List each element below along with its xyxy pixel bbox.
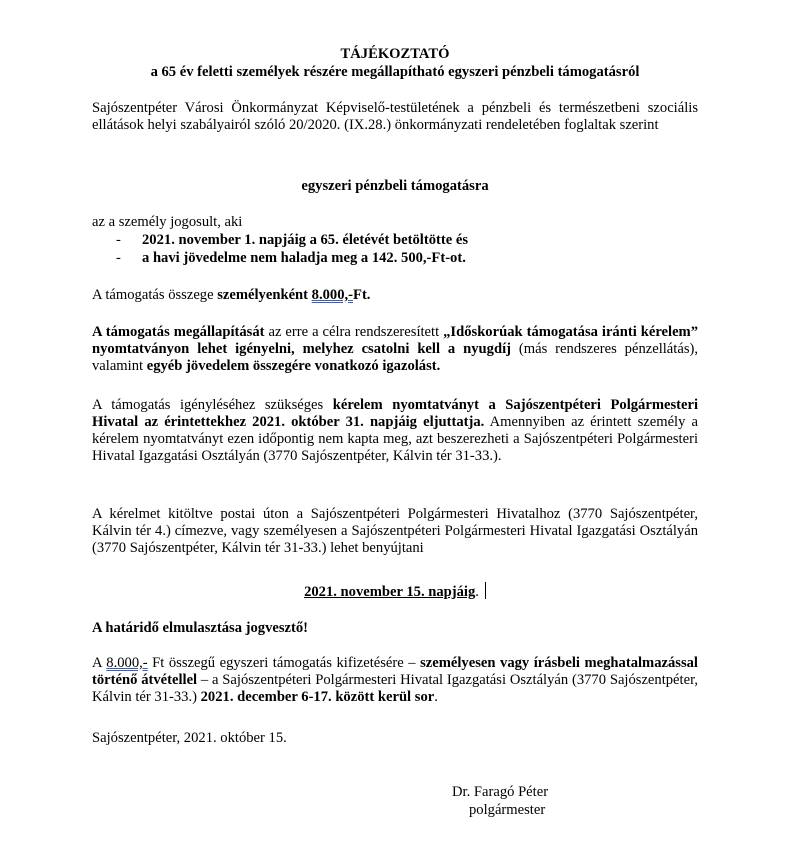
application-paragraph: A támogatás megállapítását az erre a célra rendszeresített „Időskorúak támogatása iránti kérelem” nyomtatványon lehet igényelni, melyhez csatolni kell a nyugdíj (más rendszeres pénzellátás), valamint egyéb jövedelem összegére vonatkozó igazolást. (92, 324, 699, 374)
section-heading: egyszeri pénzbeli támogatásra (301, 178, 489, 194)
place-date: Sajószentpéter, 2021. október 15. (92, 730, 287, 746)
submission-paragraph: A kérelmet kitöltve postai úton a Sajószentpéteri Polgármesteri Hivatalhoz (3770 Sajószentpéter, Kálvin tér 4.) címezve, vagy személyesen a Sajószentpéteri Polgármesteri Hivatal Igazgatási Osztályán (3770 Sajószentpéter, Kálvin tér 31-33.) lehet benyújtani (92, 506, 698, 556)
signature-name: Dr. Faragó Péter (452, 784, 549, 800)
document-title: TÁJÉKOZTATÓ (340, 46, 450, 62)
document-subtitle: a 65 év feletti személyek részére megállapítható egyszeri pénzbeli támogatásról (150, 64, 640, 80)
eligibility-lead: az a személy jogosult, aki (92, 214, 243, 230)
signature-role: polgármester (469, 802, 546, 818)
text-cursor (485, 582, 486, 599)
form-paragraph: A támogatás igényléséhez szükséges kérelem nyomtatványt a Sajószentpéteri Polgármesteri Hivatal az érintettekhez 2021. október 31. napjáig eljuttatja. Amennyiben az érintett személy a kérelem nyomtatványt ezen időpontig nem kapta meg, azt beszerezheti a Sajószentpéteri Polgármesteri Hivatal Igazgatási Osztályán (3770 Sajószentpéter, Kálvin tér 31-33.). (92, 397, 698, 464)
amount-paragraph: A támogatás összege személyenként 8.000,-Ft. (92, 287, 371, 303)
payment-paragraph: A 8.000,- Ft összegű egyszeri támogatás kifizetésére – személyesen vagy írásbeli meghatalmazással történő átvétellel – a Sajószentpéteri Polgármesteri Hivatal Igazgatási Osztályán (3770 Sajószentpéter, Kálvin tér 31-33.) 2021. december 6-17. között kerül sor. (92, 655, 698, 705)
warning-line: A határidő elmulasztása jogvesztő! (92, 620, 309, 636)
document-page: TÁJÉKOZTATÓ a 65 év feletti személyek részére megállapítható egyszeri pénzbeli támogatásról Sajószentpéter Városi Önkormányzat Képviselő-testületének a pénzbeli és természetbeni szociális ellátások helyi szabályairól szóló 20/2020. (IX.28.) önkormányzati rendeletében foglaltak szerint egyszeri pénzbeli támogatásra az a személy jogosult, aki - 2021. november 1. napjáig a 65. életévét betöltötte és - a havi jövedelme nem haladja meg a 142. 500,-Ft-ot. A támogatás összege személyenként 8.000,-Ft. A támogatás megállapítását az erre a célra rendszeresített „Időskorúak támogatása iránti kérelem” nyomtatványon lehet igényelni, melyhez csatolni kell a nyugdíj (más rendszeres pénzellátás), valamint egyéb jövedelem összegére vonatkozó igazolást. A támogatás igényléséhez szükséges kérelem nyomtatványt a Sajószentpéteri Polgármesteri Hivatal az érintettekhez 2021. október 31. napjáig eljuttatja. Amennyiben az érintett személy a kérelem nyomtatványt ezen időpontig nem kapta meg, azt beszerezheti a Sajószentpéteri Polgármesteri Hivatal Igazgatási Osztályán (3770 Sajószentpéter, Kálvin tér 31-33.). A kérelmet kitöltve postai úton a Sajószentpéteri Polgármesteri Hivatalhoz (3770 Sajószentpéter, Kálvin tér 4.) címezve, vagy személyesen a Sajószentpéteri Polgármesteri Hivatal Igazgatási Osztályán (3770 Sajószentpéter, Kálvin tér 31-33.) lehet benyújtani 2021. november 15. napjáig. A határidő elmulasztása jogvesztő! A 8.000,- Ft összegű egyszeri támogatás kifizetésére – személyesen vagy írásbeli meghatalmazással történő átvétellel – a Sajószentpéteri Polgármesteri Hivatal Igazgatási Osztályán (3770 Sajószentpéter, Kálvin tér 31-33.) 2021. december 6-17. között kerül sor. Sajószentpéter, 2021. október 15. Dr. Faragó Péter polgármester (92, 46, 699, 818)
intro-paragraph: Sajószentpéter Városi Önkormányzat Képviselő-testületének a pénzbeli és természetbeni szociális ellátások helyi szabályairól szóló 20/2020. (IX.28.) önkormányzati rendeletében foglaltak szerint (92, 100, 698, 133)
deadline-line: 2021. november 15. napjáig. (92, 582, 698, 601)
